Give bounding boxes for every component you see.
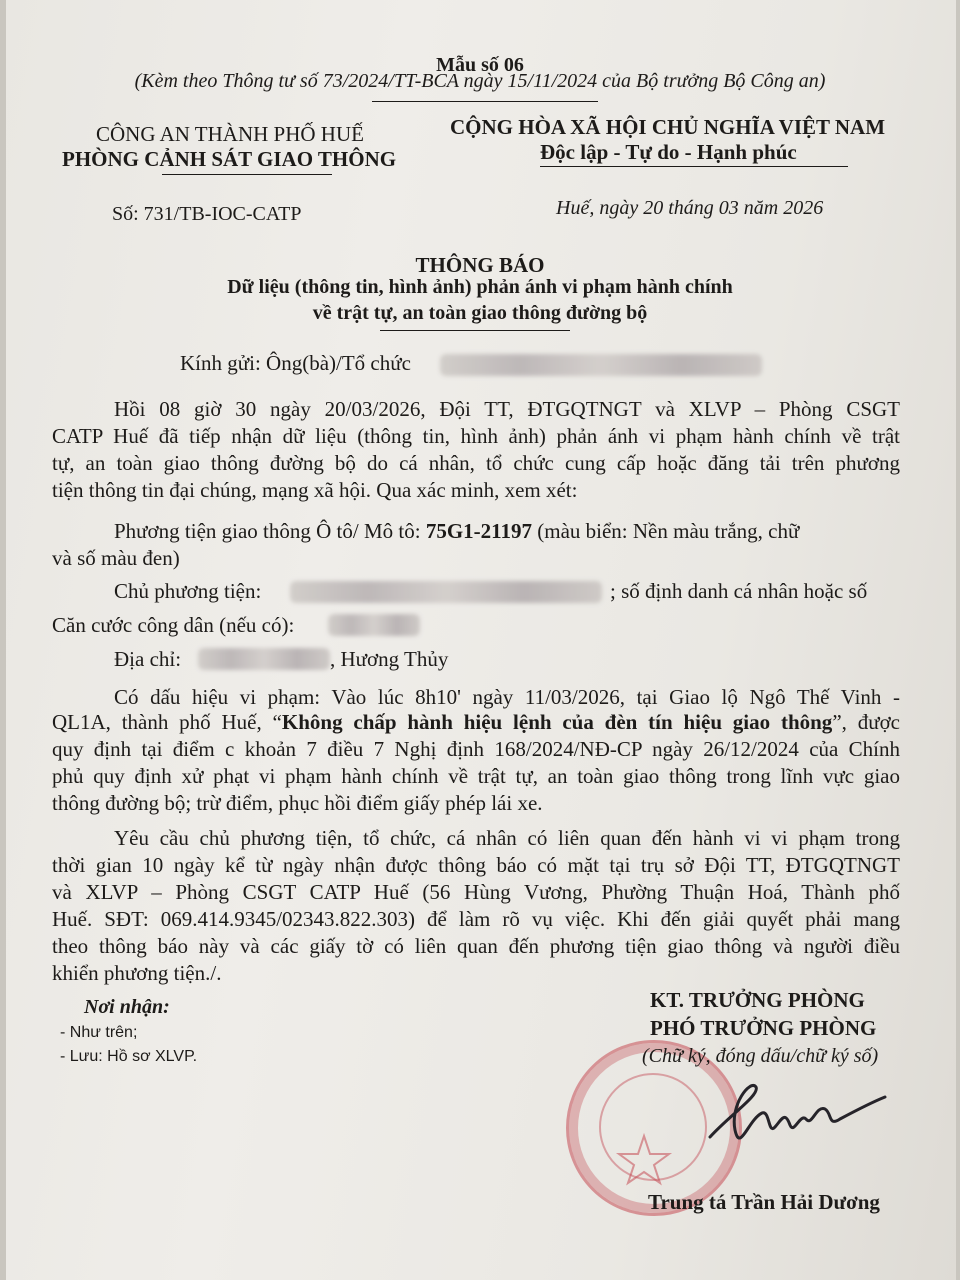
form-number: Mẫu số 06 xyxy=(436,54,524,76)
header-underline xyxy=(372,101,598,102)
violation-description: Không chấp hành hiệu lệnh của đèn tín hiệu giao thông xyxy=(281,710,833,734)
redacted-recipient-name xyxy=(440,354,762,376)
title-underline xyxy=(380,330,570,331)
violation-line1: Có dấu hiệu vi phạm: Vào lúc 8h10' ngày 11/03/2026, tại Giao lộ Ngô Thế Vinh - xyxy=(114,685,900,709)
recipient-item-1: - Như trên; xyxy=(60,1024,138,1041)
issuer-department: PHÒNG CẢNH SÁT GIAO THÔNG xyxy=(62,147,397,171)
signer-name: Trung tá Trần Hải Dương xyxy=(648,1190,880,1214)
redacted-address xyxy=(198,648,330,670)
violation-line2 xyxy=(52,709,900,736)
signature-note: (Chữ ký, đóng dấu/chữ ký số) xyxy=(642,1045,879,1067)
recipients-title: Nơi nhận: xyxy=(84,996,170,1018)
form-attachment-note: (Kèm theo Thông tư số 73/2024/TT-BCA ngày 15/11/2024 của Bộ trưởng Bộ Công an) xyxy=(134,70,826,92)
issue-date: Huế, ngày 20 tháng 03 năm 2026 xyxy=(556,197,824,219)
plate-color-note: (màu biển: Nền màu trắng, chữ xyxy=(532,519,800,543)
national-title: CỘNG HÒA XÃ HỘI CHỦ NGHĨA VIỆT NAM xyxy=(450,115,886,139)
owner-label: Chủ phương tiện: xyxy=(114,579,262,603)
handwritten-signature xyxy=(690,1075,890,1165)
request-line2: thời gian 10 ngày kể từ ngày nhận được thông báo có mặt tại trụ sở Đội TT, ĐTGQTNGT xyxy=(52,853,900,877)
redacted-citizen-id xyxy=(328,614,420,636)
notice-subtitle-line2: về trật tự, an toàn giao thông đường bộ xyxy=(312,302,648,324)
para1-line3: tự, an toàn giao thông đường bộ do cá nhân, tổ chức cung cấp hoặc đăng tải trên phương xyxy=(52,451,900,475)
issuer-agency: CÔNG AN THÀNH PHỐ HUẾ xyxy=(96,122,364,146)
signature-title-line1: KT. TRƯỞNG PHÒNG xyxy=(650,988,865,1012)
violation-line5: thông đường bộ; trừ điểm, phục hồi điểm giấy phép lái xe. xyxy=(52,791,543,815)
motto-underline xyxy=(540,166,848,167)
para1-line2: CATP Huế đã tiếp nhận dữ liệu (thông tin, hình ảnh) phản ánh vi phạm hành chính về trật xyxy=(52,424,900,448)
para1-line4: tiện thông tin đại chúng, mạng xã hội. Qua xác minh, xem xét: xyxy=(52,478,578,502)
citizen-id-label: Căn cước công dân (nếu có): xyxy=(52,613,295,637)
issuer-underline xyxy=(162,174,332,175)
national-motto: Độc lập - Tự do - Hạnh phúc xyxy=(540,140,797,164)
notice-subtitle-line1: Dữ liệu (thông tin, hình ảnh) phản ánh vi phạm hành chính xyxy=(227,276,733,298)
recipient-label: Kính gửi: Ông(bà)/Tổ chức xyxy=(180,351,411,375)
signature-title-line2: PHÓ TRƯỞNG PHÒNG xyxy=(650,1016,877,1040)
address-label: Địa chỉ: xyxy=(114,647,182,671)
request-line6: khiển phương tiện./. xyxy=(52,961,222,985)
violation-line2-end: ”, được xyxy=(832,710,901,734)
violation-location: QL1A, thành phố Huế, “ xyxy=(52,710,282,734)
plate-color-note-line2: và số màu đen) xyxy=(52,546,180,570)
address-district: , Hương Thủy xyxy=(330,647,449,671)
vehicle-plate: 75G1-21197 xyxy=(425,519,532,543)
violation-line3: quy định tại điểm c khoản 7 điều 7 Nghị định 168/2024/NĐ-CP ngày 26/12/2024 của Chính xyxy=(52,737,900,761)
redacted-owner-name xyxy=(290,581,602,603)
request-line5: theo thông báo này và các giấy tờ có liên quan đến phương tiện giao thông và người điều xyxy=(52,934,900,958)
violation-line4: phủ quy định xử phạt vi phạm hành chính về trật tự, an toàn giao thông trong lĩnh vực giao xyxy=(52,764,900,788)
owner-id-note: ; số định danh cá nhân hoặc số xyxy=(610,579,868,603)
notice-title: THÔNG BÁO xyxy=(415,253,545,277)
para1-line1: Hồi 08 giờ 30 ngày 20/03/2026, Đội TT, ĐTGQTNGT và XLVP – Phòng CSGT xyxy=(114,397,900,421)
request-line3: và XLVP – Phòng CSGT CATP Huế (56 Hùng Vương, Phường Thuận Hoá, Thành phố xyxy=(52,880,900,904)
request-line4: Huế. SĐT: 069.414.9345/02343.822.303) để làm rõ vụ việc. Khi đến giải quyết phải mang xyxy=(52,907,900,931)
document-number: Số: 731/TB-IOC-CATP xyxy=(112,203,302,225)
vehicle-line xyxy=(114,518,799,545)
vehicle-type-label: Phương tiện giao thông Ô tô/ Mô tô: xyxy=(114,519,426,543)
request-line1: Yêu cầu chủ phương tiện, tổ chức, cá nhân có liên quan đến hành vi vi phạm trong xyxy=(114,826,900,850)
recipient-item-2: - Lưu: Hồ sơ XLVP. xyxy=(60,1048,198,1065)
